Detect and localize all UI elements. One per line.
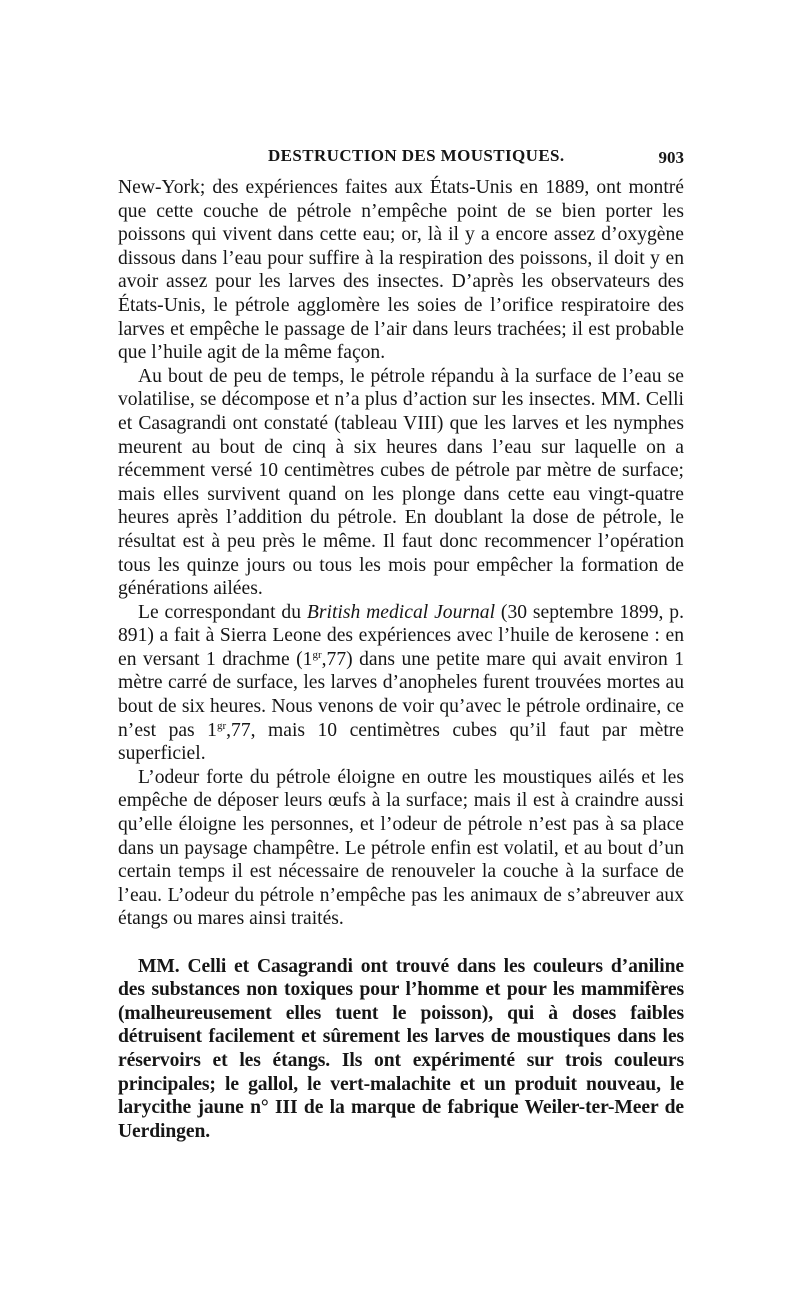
paragraph-3-part-4: ,77, mais 10 centimètres cubes qu’il faut par mètre superficiel.: [118, 719, 684, 765]
paragraph-1: New-York; des expériences faites aux États-Unis en 1889, ont montré que cette couche de pétrole n’empêche point de se bien porter les poissons qui vivent dans cette eau; or, là il y a encore assez d’oxygène dissous dans l’eau pour suffire à la respiration des poissons, il doit y en avoir assez pour les larves des insectes. D’après les observateurs des États-Unis, le pétrole agglomère les soies de l’orifice respiratoire des larves et empêche le passage de l’air dans leurs trachées; il est probable que l’huile agit de la même façon.: [118, 177, 684, 364]
paragraph-4: L’odeur forte du pétrole éloigne en outre les moustiques ailés et les empêche de déposer leurs œufs à la surface; mais il est à craindre aussi qu’elle éloigne les personnes, et l’odeur de pétrole n’est pas à sa place dans un paysage champêtre. Le pétrole enfin est volatil, et au bout d’un certain temps il est nécessaire de renouveler la couche à la surface de l’eau. L’odeur du pétrole n’empêche pas les animaux de s’abreuver aux étangs ou mares ainsi traités.: [118, 766, 684, 930]
paragraph-3-part-2: (30 septembre 1899, p. 891) a fait à Sierra Leone des expériences avec l’huile de kerosene : en en versant 1 drachme (1: [118, 601, 685, 670]
page-number: 903: [658, 148, 684, 167]
running-head: [118, 146, 684, 170]
paragraph-2: Au bout de peu de temps, le pétrole répandu à la surface de l’eau se volatilise, se décompose et n’a plus d’action sur les insectes. MM. Celli et Casagrandi ont constaté (tableau VIII) que les larves et les nymphes meurent au bout de cinq à six heures dans l’eau sur laquelle on a récemment versé 10 centimètres cubes de pétrole par mètre de surface; mais elles survivent quand on les plonge dans cette eau vingt-quatre heures après l’addition du pétrole. En doublant la dose de pétrole, le résultat est à peu près le même. Il faut donc recommencer l’opération tous les quinze jours ou tous les mois pour empêcher la formation de générations ailées.: [118, 365, 684, 600]
paragraph-3-intro: Le correspondant du: [138, 601, 307, 623]
journal-title: British medical Journal: [306, 601, 496, 623]
unit-superscript: gr: [312, 648, 322, 661]
running-title: DESTRUCTION DES MOUSTIQUES.: [268, 146, 565, 165]
unit-superscript: gr: [216, 719, 227, 732]
paragraph-5: MM. Celli et Casagrandi ont trouvé dans les couleurs d’aniline des substances non toxiques pour l’homme et pour les mammifères (malheureusement elles tuent le poisson), qui à doses faibles détruisent facilement et sûrement les larves de moustiques dans les réservoirs et les étangs. Ils ont expérimenté sur trois couleurs principales; le gallol, le vert-malachite et un produit nouveau, le larycithe jaune n° III de la marque de fabrique Weiler-ter-Meer de Uerdingen.: [118, 955, 684, 1142]
paragraph-3: [118, 601, 684, 766]
paragraph-3-part-3: ,77) dans une petite mare qui avait environ 1 mètre carré de surface, les larves d’anopheles furent trouvées mortes au bout de six heures. Nous venons de voir qu’avec le pétrole ordinaire, ce n’est pas 1: [118, 648, 684, 741]
body-text: [118, 176, 684, 1143]
